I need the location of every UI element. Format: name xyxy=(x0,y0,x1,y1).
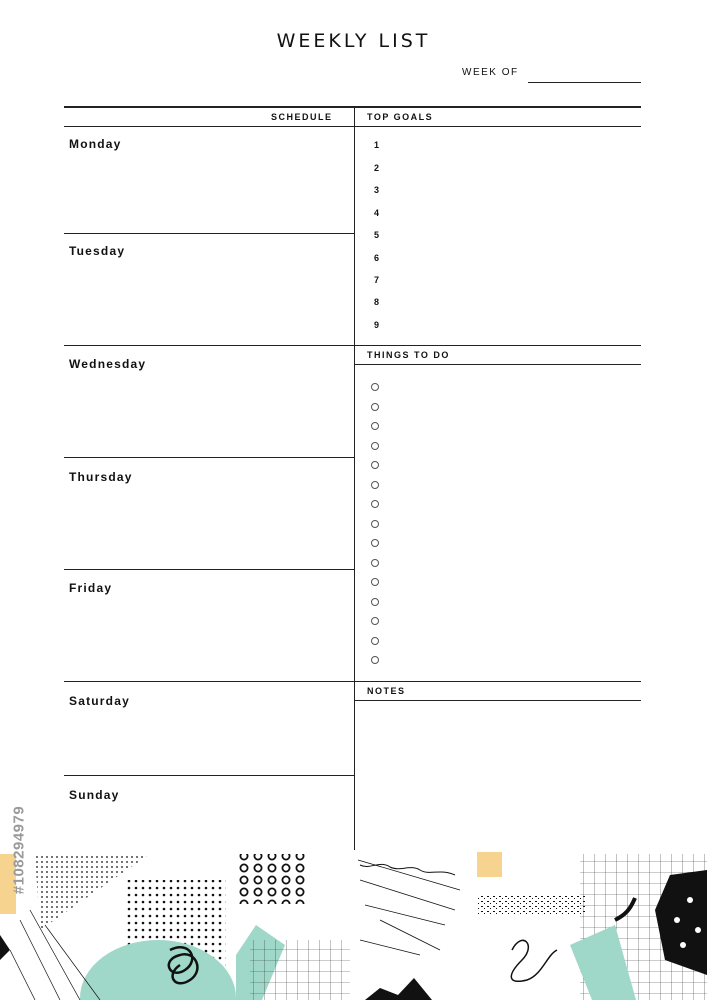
todo-checkbox[interactable] xyxy=(371,442,379,450)
todo-checkbox[interactable] xyxy=(371,617,379,625)
goal-number: 8 xyxy=(374,297,380,307)
goal-number: 5 xyxy=(374,230,380,240)
todo-checkbox[interactable] xyxy=(371,559,379,567)
things-to-do-label: THINGS TO DO xyxy=(367,350,450,360)
day-saturday: Saturday xyxy=(69,694,130,708)
top-goals-label: TOP GOALS xyxy=(367,112,434,122)
day-sunday: Sunday xyxy=(69,788,120,802)
day-friday: Friday xyxy=(69,581,113,595)
week-of-field[interactable] xyxy=(528,82,641,83)
todo-checkbox[interactable] xyxy=(371,422,379,430)
todo-checkbox[interactable] xyxy=(371,500,379,508)
todo-checkbox[interactable] xyxy=(371,539,379,547)
goal-number: 9 xyxy=(374,320,380,330)
goal-number: 1 xyxy=(374,140,380,150)
day-separator xyxy=(64,457,354,458)
todo-checkbox[interactable] xyxy=(371,520,379,528)
goal-number: 3 xyxy=(374,185,380,195)
todo-checkbox[interactable] xyxy=(371,637,379,645)
things-to-do-rule-bottom xyxy=(354,364,641,365)
page-title: WEEKLY LIST xyxy=(276,30,431,52)
todo-checkbox[interactable] xyxy=(371,481,379,489)
week-of-label: WEEK OF xyxy=(462,67,519,78)
todo-checkbox[interactable] xyxy=(371,578,379,586)
day-separator xyxy=(64,569,354,570)
goal-number: 7 xyxy=(374,275,380,285)
notes-label: NOTES xyxy=(367,686,406,696)
day-monday: Monday xyxy=(69,137,122,151)
day-separator xyxy=(64,233,354,234)
notes-rule-bottom xyxy=(354,700,641,701)
day-thursday: Thursday xyxy=(69,470,133,484)
todo-checkbox[interactable] xyxy=(371,656,379,664)
todo-checkbox[interactable] xyxy=(371,383,379,391)
decorative-pattern-art xyxy=(0,850,707,1000)
day-wednesday: Wednesday xyxy=(69,357,147,371)
goal-number: 4 xyxy=(374,208,380,218)
todo-checkbox[interactable] xyxy=(371,598,379,606)
day-separator xyxy=(64,345,354,346)
column-divider xyxy=(354,106,355,850)
todo-checkbox[interactable] xyxy=(371,461,379,469)
header-rule xyxy=(64,126,641,127)
schedule-label: SCHEDULE xyxy=(271,112,333,122)
day-tuesday: Tuesday xyxy=(69,244,126,258)
things-to-do-rule-top xyxy=(354,345,641,346)
day-separator xyxy=(64,681,354,682)
day-separator xyxy=(64,775,354,776)
todo-checkbox[interactable] xyxy=(371,403,379,411)
goal-number: 2 xyxy=(374,163,380,173)
goal-number: 6 xyxy=(374,253,380,263)
header-rule-thick xyxy=(64,106,641,108)
stock-watermark-id: #108294979 xyxy=(10,805,28,895)
notes-rule-top xyxy=(354,681,641,682)
